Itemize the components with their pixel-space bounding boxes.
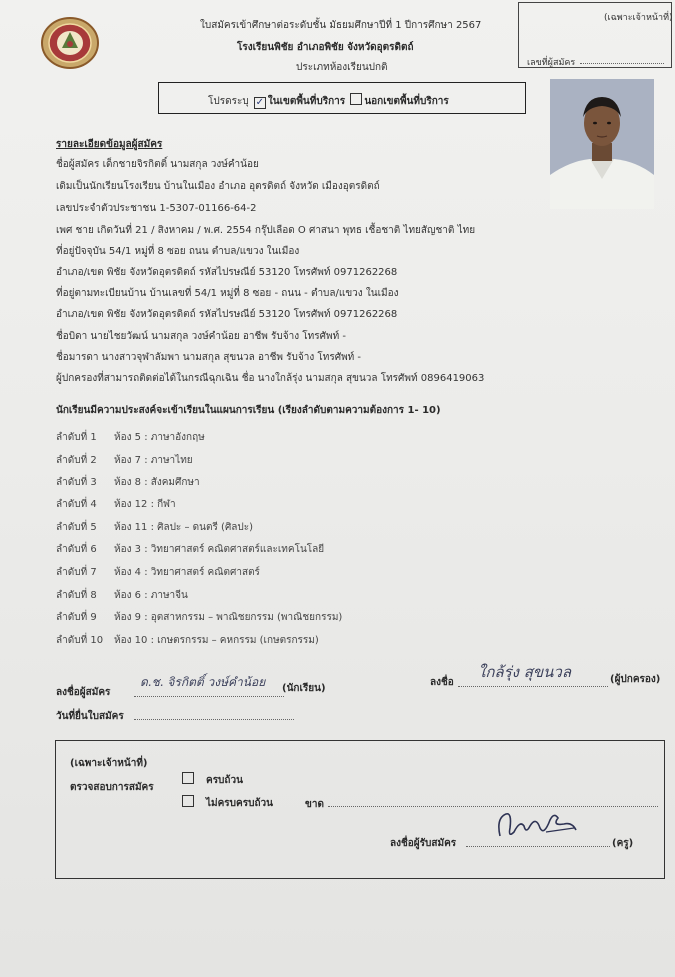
applicant-signature: ด.ช. จิรกิตติ์ วงษ์คำน้อย xyxy=(140,675,266,689)
incomplete-label: ไม่ครบครบถ้วน xyxy=(206,798,273,809)
preference-item: ลำดับที่ 2 ห้อง 7 : ภาษาไทย xyxy=(56,455,193,466)
preference-item: ลำดับที่ 1 ห้อง 5 : ภาษาอังกฤษ xyxy=(56,432,205,443)
out-area-label: นอกเขตพื้นที่บริการ xyxy=(364,96,449,107)
registered-district-row: อำเภอ/เขต พิชัย จังหวัดอุตรดิตถ์ รหัสไปรษณีย์ 53120 โทรศัพท์ 0971262268 xyxy=(56,309,398,320)
class-type: ประเภทห้องเรียนปกติ xyxy=(296,62,388,73)
study-plan-heading: นักเรียนมีความประสงค์จะเข้าเรียนในแผนการเรียน (เรียงลำดับตามความต้องการ 1- 10) xyxy=(56,405,441,416)
applicant-name-row: ชื่อผู้สมัคร เด็กชายจิรกิตติ์ นามสกุล วงษ์คำน้อย xyxy=(56,159,259,170)
complete-checkbox[interactable] xyxy=(182,772,194,784)
officer-section-title: (เฉพาะเจ้าหน้าที่) xyxy=(70,758,148,769)
mother-row: ชื่อมารดา นางสาวจุฬาลัมพา นามสกุล สุขนวล อาชีพ รับจ้าง โทรศัพท์ - xyxy=(56,352,362,363)
birth-info-row: เพศ ชาย เกิดวันที่ 21 / สิงหาคม / พ.ศ. 2554 กรุ๊ปเลือด O ศาสนา พุทธ เชื้อชาติ ไทยสัญชาติ ไทย xyxy=(56,225,476,236)
citizen-id-row: เลขประจำตัวประชาชน 1-5307-01166-64-2 xyxy=(56,203,257,214)
preference-item: ลำดับที่ 6 ห้อง 3 : วิทยาศาสตร์ คณิตศาสตร์และเทคโนโลยี xyxy=(56,544,325,555)
complete-label: ครบถ้วน xyxy=(206,775,243,786)
current-district-row: อำเภอ/เขต พิชัย จังหวัดอุตรดิตถ์ รหัสไปรษณีย์ 53120 โทรศัพท์ 0971262268 xyxy=(56,267,398,278)
receiver-signature-line xyxy=(466,846,610,847)
preference-item: ลำดับที่ 10 ห้อง 10 : เกษตรกรรม – คหกรรม (เกษตรกรรม) xyxy=(56,635,319,646)
previous-school-row: เดิมเป็นนักเรียนโรงเรียน บ้านในเมือง อำเภอ อุตรดิตถ์ จังหวัด เมืองอุตรดิตถ์ xyxy=(56,181,380,192)
preference-item: ลำดับที่ 3 ห้อง 8 : สังคมศึกษา xyxy=(56,477,200,488)
registered-address-row: ที่อยู่ตามทะเบียนบ้าน บ้านเลขที่ 54/1 หมู่ที่ 8 ซอย - ถนน - ตำบล/แขวง ในเมือง xyxy=(56,288,399,299)
preference-item: ลำดับที่ 4 ห้อง 12 : กีฬา xyxy=(56,499,176,510)
missing-items-field[interactable] xyxy=(328,806,658,807)
guardian-signature-line xyxy=(458,686,608,687)
guardian-row: ผู้ปกครองที่สามารถติดต่อได้ในกรณีฉุกเฉิน ชื่อ นางใกล้รุ่ง นามสกุล สุขนวล โทรศัพท์ 0896419063 xyxy=(56,373,485,384)
applicant-signature-label: ลงชื่อผู้สมัคร xyxy=(56,687,111,698)
receiver-signature-label: ลงชื่อผู้รับสมัคร xyxy=(390,838,457,849)
school-seal-logo xyxy=(40,16,100,70)
check-application-label: ตรวจสอบการสมัคร xyxy=(70,782,154,793)
guardian-signature-label: ลงชื่อ xyxy=(430,677,454,688)
application-number-label: เลขที่ผู้สมัคร xyxy=(527,58,576,68)
officer-only-label: (เฉพาะเจ้าหน้าที่) xyxy=(604,13,673,23)
applicant-photo xyxy=(550,79,654,209)
area-selection xyxy=(208,93,449,109)
incomplete-checkbox[interactable] xyxy=(182,795,194,807)
form-title: ใบสมัครเข้าศึกษาต่อระดับชั้น มัธยมศึกษาปีที่ 1 ปีการศึกษา 2567 xyxy=(200,20,482,31)
applicant-signature-line xyxy=(134,696,284,697)
preference-item: ลำดับที่ 9 ห้อง 9 : อุตสาหกรรม – พาณิชยกรรม (พาณิชยกรรม) xyxy=(56,612,343,623)
submit-date-label: วันที่ยื่นใบสมัคร xyxy=(56,711,124,722)
preference-item: ลำดับที่ 5 ห้อง 11 : ศิลปะ – ดนตรี (ศิลปะ) xyxy=(56,522,254,533)
receiver-role-label: (ครู) xyxy=(612,838,634,849)
father-row: ชื่อบิดา นายไชยวัฒน์ นามสกุล วงษ์คำน้อย อาชีพ รับจ้าง โทรศัพท์ - xyxy=(56,331,346,342)
guardian-role-label: (ผู้ปกครอง) xyxy=(610,674,661,685)
details-heading: รายละเอียดข้อมูลผู้สมัคร xyxy=(56,139,163,150)
submit-date-field[interactable] xyxy=(134,719,294,720)
receiver-signature-scribble xyxy=(494,806,580,846)
application-number-field[interactable] xyxy=(580,63,664,64)
area-prompt-label: โปรดระบุ xyxy=(208,96,249,107)
missing-label: ขาด xyxy=(305,799,324,810)
preference-item: ลำดับที่ 8 ห้อง 6 : ภาษาจีน xyxy=(56,590,188,601)
school-name: โรงเรียนพิชัย อำเภอพิชัย จังหวัดอุตรดิตถ์ xyxy=(237,42,414,53)
in-area-checkbox[interactable] xyxy=(254,97,266,109)
preference-item: ลำดับที่ 7 ห้อง 4 : วิทยาศาสตร์ คณิตศาสตร์ xyxy=(56,567,260,578)
out-area-checkbox[interactable] xyxy=(350,93,362,105)
current-address-row: ที่อยู่ปัจจุบัน 54/1 หมู่ที่ 8 ซอย ถนน ตำบล/แขวง ในเมือง xyxy=(56,246,300,257)
applicant-role-label: (นักเรียน) xyxy=(282,683,326,694)
in-area-label: ในเขตพื้นที่บริการ xyxy=(267,96,346,107)
guardian-signature: ใกล้รุ่ง สุขนวล xyxy=(478,663,572,681)
